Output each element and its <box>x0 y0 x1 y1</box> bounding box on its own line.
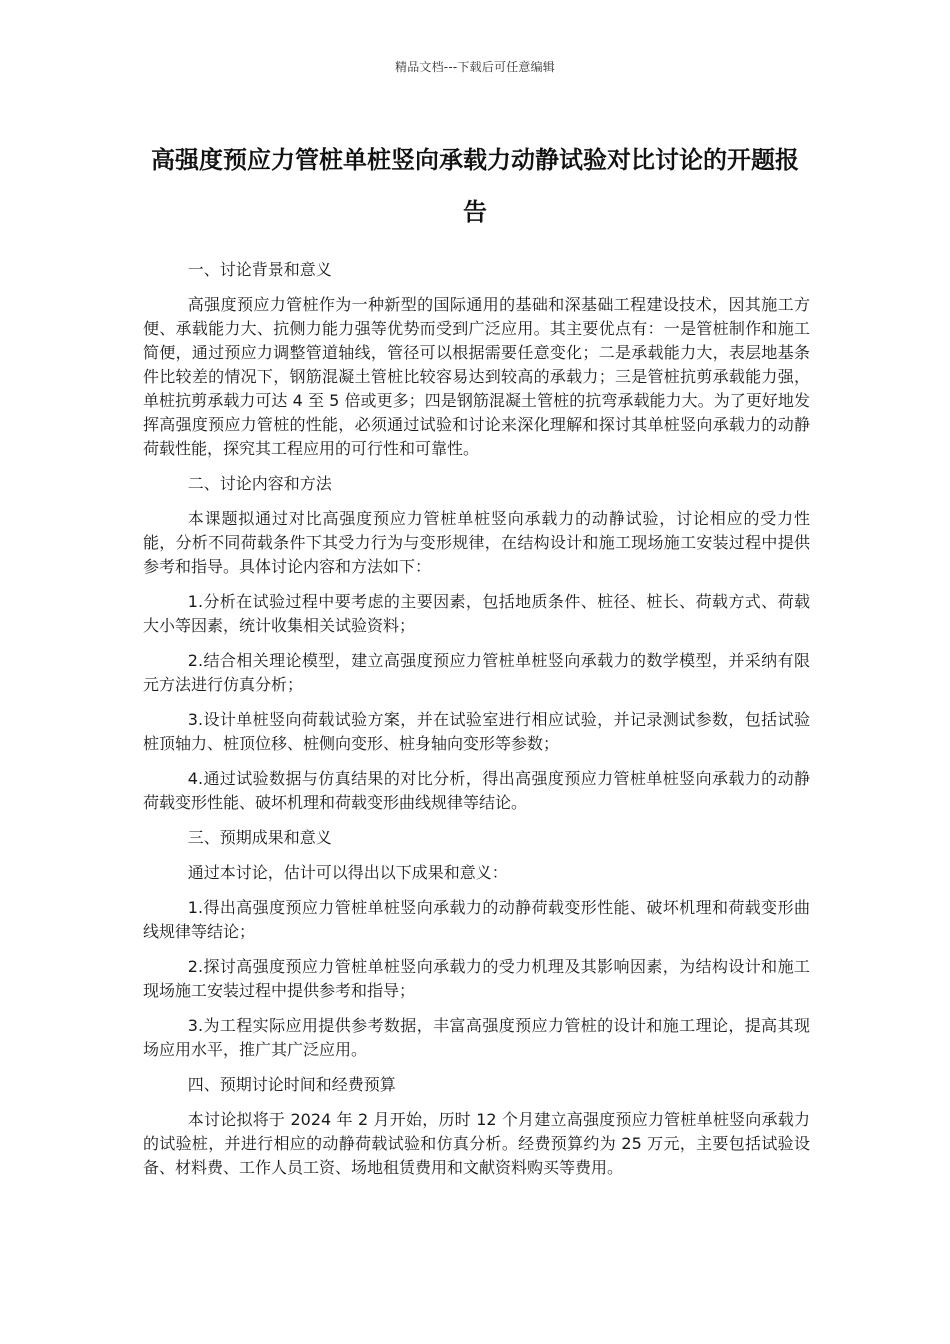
section-heading-methods: 二、讨论内容和方法 <box>187 474 332 493</box>
paragraph-methods-intro: 本课题拟通过对比高强度预应力管桩单桩竖向承载力的动静试验，讨论相应的受力性能，分析不同荷载条件下其受力行为与变形规律，在结构设计和施工现场施工安装过程中提供参考和指导。具体讨论内容和方法如下： <box>143 509 810 576</box>
list-item: 3.为工程实际应用提供参考数据，丰富高强度预应力管桩的设计和施工理论，提高其现场应用水平，推广其广泛应用。 <box>143 1016 810 1059</box>
header-note: 精品文档---下载后可任意编辑 <box>395 60 555 74</box>
section-heading-background: 一、讨论背景和意义 <box>187 260 332 279</box>
document-body <box>143 258 810 1191</box>
list-item: 2.探讨高强度预应力管桩单桩竖向承载力的受力机理及其影响因素，为结构设计和施工现场施工安装过程中提供参考和指导； <box>143 957 810 1000</box>
document-title: 高强度预应力管桩单桩竖向承载力动静试验对比讨论的开题报告 <box>151 146 799 226</box>
list-item: 3.设计单桩竖向荷载试验方案，并在试验室进行相应试验，并记录测试参数，包括试验桩顶轴力、桩顶位移、桩侧向变形、桩身轴向变形等参数； <box>143 710 810 753</box>
paragraph-schedule: 本讨论拟将于 2024 年 2 月开始，历时 12 个月建立高强度预应力管桩单桩竖向承载力的试验桩，并进行相应的动静荷载试验和仿真分析。经费预算约为 25 万元，主要包括试验设备、材料费、工作人员工资、场地租赁费用和文献资料购买等费用。 <box>143 1110 810 1177</box>
list-item: 1.得出高强度预应力管桩单桩竖向承载力的动静荷载变形性能、破坏机理和荷载变形曲线规律等结论； <box>143 898 810 941</box>
list-item: 4.通过试验数据与仿真结果的对比分析，得出高强度预应力管桩单桩竖向承载力的动静荷载变形性能、破坏机理和荷载变形曲线规律等结论。 <box>143 769 810 812</box>
section-heading-schedule: 四、预期讨论时间和经费预算 <box>187 1075 396 1094</box>
section-heading-outcomes: 三、预期成果和意义 <box>187 828 332 847</box>
list-item: 1.分析在试验过程中要考虑的主要因素，包括地质条件、桩径、桩长、荷载方式、荷载大小等因素，统计收集相关试验资料； <box>143 592 810 635</box>
list-item: 2.结合相关理论模型，建立高强度预应力管桩单桩竖向承载力的数学模型，并采纳有限元方法进行仿真分析； <box>143 651 810 694</box>
paragraph-background: 高强度预应力管桩作为一种新型的国际通用的基础和深基础工程建设技术，因其施工方便、承载能力大、抗侧力能力强等优势而受到广泛应用。其主要优点有：一是管桩制作和施工简便，通过预应力调整管道轴线，管径可以根据需要任意变化；二是承载能力大，表层地基条件比较差的情况下，钢筋混凝土管桩比较容易达到较高的承载力；三是管桩抗剪承载能力强，单桩抗剪承载力可达 4 至 5 倍或更多；四是钢筋混凝土管桩的抗弯承载能力大。为了更好地发挥高强度预应力管桩的性能，必须通过试验和讨论来深化理解和探讨其单桩竖向承载力的动静荷载性能，探究其工程应用的可行性和可靠性。 <box>143 295 810 458</box>
paragraph-outcomes-intro: 通过本讨论，估计可以得出以下成果和意义： <box>187 863 508 882</box>
